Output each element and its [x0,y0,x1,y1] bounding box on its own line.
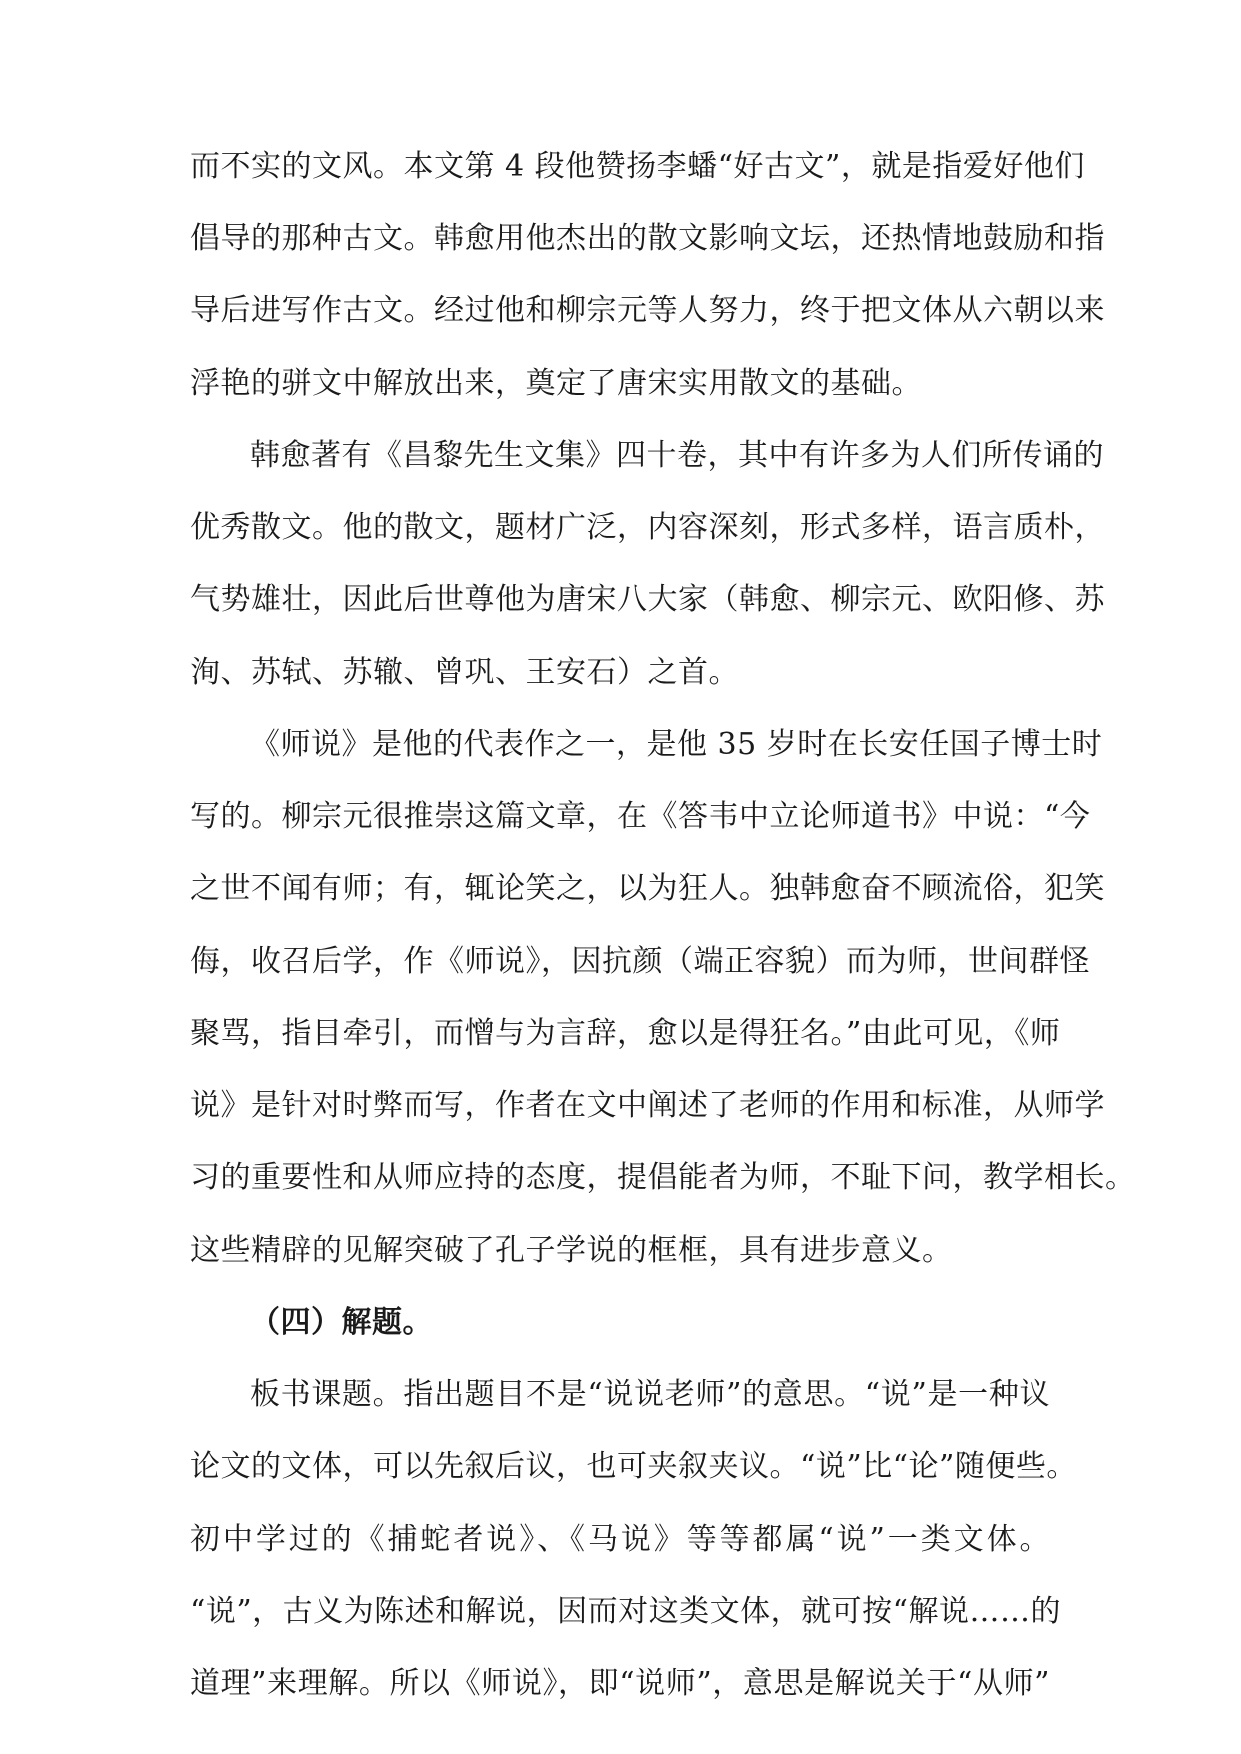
text-line: 气势雄壮，因此后世尊他为唐宋八大家（韩愈、柳宗元、欧阳修、苏 [190,582,1105,617]
text-line: 洵、苏轼、苏辙、曾巩、王安石）之首。 [190,655,739,690]
section-heading: （四）解题。 [250,1305,433,1340]
text-line: 导后进写作古文。经过他和柳宗元等人努力，终于把文体从六朝以来 [190,293,1105,328]
text-line: 道理”来理解。所以《师说》，即“说师”，意思是解说关于“从师” [190,1666,1050,1701]
text-line: 侮，收召后学，作《师说》，因抗颜（端正容貌）而为师，世间群怪 [190,944,1090,979]
text-line: 初中学过的《捕蛇者说》、《马说》等等都属“说”一类文体。 [190,1522,1050,1557]
text-line: 聚骂，指目牵引，而憎与为言辞，愈以是得狂名。”由此可见，《师 [190,1016,1061,1051]
text-line: 论文的文体，可以先叙后议，也可夹叙夹议。“说”比“论”随便些。 [190,1449,1077,1484]
text-line: 倡导的那种古文。韩愈用他杰出的散文影响文坛，还热情地鼓励和指 [190,221,1105,256]
text-line: “说”，古义为陈述和解说，因而对这类文体，就可按“解说……的 [190,1594,1062,1629]
text-line: 而不实的文风。本文第 4 段他赞扬李蟠“好古文”，就是指爱好他们 [190,149,1085,184]
text-line: 浮艳的骈文中解放出来，奠定了唐宋实用散文的基础。 [190,366,922,401]
text-line: 之世不闻有师；有，辄论笑之，以为狂人。独韩愈奋不顾流俗，犯笑 [190,871,1105,906]
text-line: 《师说》是他的代表作之一，是他 35 岁时在长安任国子博士时 [250,727,1103,762]
text-line: 写的。柳宗元很推崇这篇文章，在《答韦中立论师道书》中说：“今 [190,799,1091,834]
text-line: 韩愈著有《昌黎先生文集》四十卷，其中有许多为人们所传诵的 [250,438,1104,473]
text-line: 说》是针对时弊而写，作者在文中阐述了老师的作用和标准，从师学 [190,1088,1105,1123]
text-line: 这些精辟的见解突破了孔子学说的框框，具有进步意义。 [190,1233,953,1268]
text-line: 习的重要性和从师应持的态度，提倡能者为师，不耻下问，教学相长。 [190,1160,1136,1195]
text-line: 板书课题。指出题目不是“说说老师”的意思。“说”是一种议 [250,1377,1050,1412]
text-line: 优秀散文。他的散文，题材广泛，内容深刻，形式多样，语言质朴， [190,510,1105,545]
